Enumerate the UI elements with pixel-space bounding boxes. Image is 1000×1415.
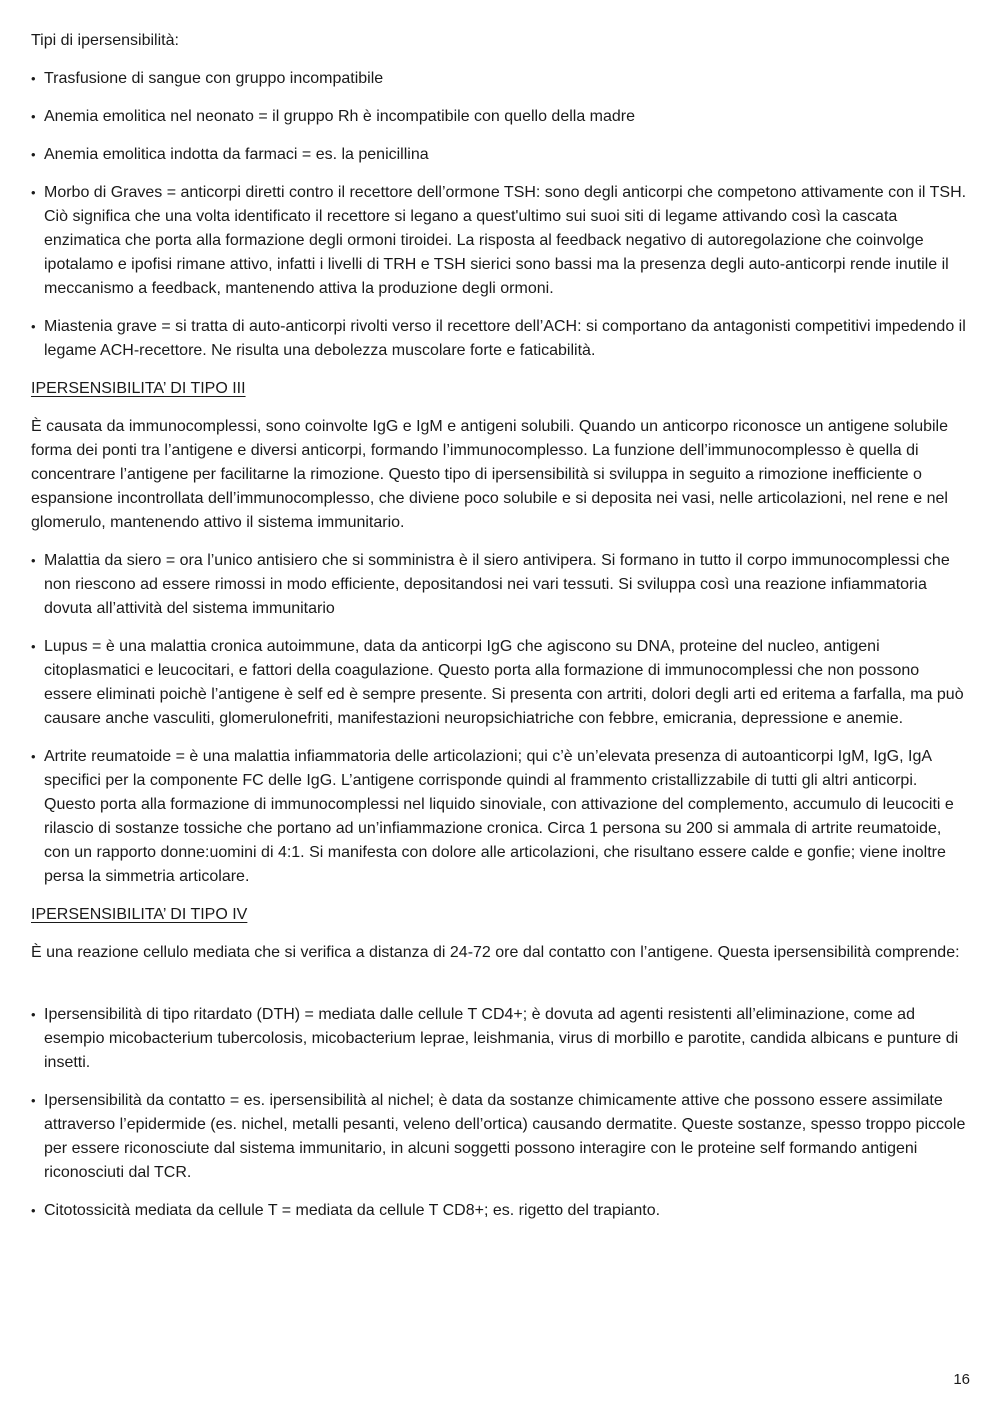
section-paragraph-type3: È causata da immunocomplessi, sono coinvolte IgG e IgM e antigeni solubili. Quando un anticorpo riconosce un antigene solubile forma dei ponti tra l’antigene e diversi anticorpi, formando l’immunocomplesso. La funzione dell’immunocomplesso è quella di concentrare l’antigene per facilitarne la rimozione. Questo tipo di ipersensibilità si sviluppa in seguito a rimozione inefficiente o espansione incontrollata dell’immunocomplesso, che diviene poco solubile e si deposita nei vasi, nelle articolazioni, nel rene e nel glomerulo, mantenendo attivo il sistema immunitario.	[31, 418, 948, 531]
list-item: • Citotossicità mediata da cellule T = mediata da cellule T CD8+; es. rigetto del trapianto.	[31, 1199, 971, 1223]
list-item: • Anemia emolitica indotta da farmaci = es. la penicillina	[31, 143, 971, 167]
list-item: • Trasfusione di sangue con gruppo incompatibile	[31, 67, 971, 91]
list-item: • Miastenia grave = si tratta di auto-anticorpi rivolti verso il recettore dell’ACH: si comportano da antagonisti competitivi impedendo il legame ACH-recettore. Ne risulta una debolezza muscolare forte e faticabilità.	[31, 315, 971, 363]
list-item: • Ipersensibilità di tipo ritardato (DTH) = mediata dalle cellule T CD4+; è dovuta ad agenti resistenti all’eliminazione, come ad esempio micobacterium tubercolosis, micobacterium leprae, leishmania, virus di morbillo e parotite, candida albicans e punture di insetti.	[31, 1003, 971, 1075]
list-item: • Anemia emolitica nel neonato = il gruppo Rh è incompatibile con quello della madre	[31, 105, 971, 129]
document-page	[31, 29, 971, 1237]
section-heading-type4: IPERSENSIBILITA’ DI TIPO IV	[31, 906, 248, 923]
intro-text: Tipi di ipersensibilità:	[31, 32, 179, 49]
list-item: • Ipersensibilità da contatto = es. ipersensibilità al nichel; è data da sostanze chimicamente attive che possono essere assimilate attraverso l’epidermide (es. nichel, metalli pesanti, veleno dell’ortica) causando dermatite. Queste sostanze, spesso troppo piccole per essere riconosciute dal sistema immunitario, in alcuni soggetti possono interagire con le proteine self formando antigeni riconosciuti dal TCR.	[31, 1089, 971, 1185]
list-item: • Artrite reumatoide = è una malattia infiammatoria delle articolazioni; qui c’è un’elevata presenza di autoanticorpi IgM, IgG, IgA specifici per la componente FC delle IgG. L’antigene corrisponde quindi al frammento cristallizzabile di tutti gli altri anticorpi. Questo porta alla formazione di immunocomplessi nel liquido sinoviale, con attivazione del complemento, accumulo di leucociti e rilascio di sostanze tossiche che portano ad un’infiammazione cronica. Circa 1 persona su 200 si ammala di artrite reumatoide, con un rapporto donne:uomini di 4:1. Si manifesta con dolore alle articolazioni, che risultano essere calde e gonfie; viene inoltre persa la simmetria articolare.	[31, 745, 971, 889]
section-heading-type3: IPERSENSIBILITA’ DI TIPO III	[31, 380, 246, 397]
list-item: • Malattia da siero = ora l’unico antisiero che si somministra è il siero antivipera. Si formano in tutto il corpo immunocomplessi che non riescono ad essere rimossi in modo efficiente, depositandosi nei vari tessuti. Si sviluppa così una reazione infiammatoria dovuta all’attività del sistema immunitario	[31, 549, 971, 621]
type2-list	[31, 67, 971, 363]
type3-list	[31, 549, 971, 889]
list-item: • Morbo di Graves = anticorpi diretti contro il recettore dell’ormone TSH: sono degli anticorpi che competono attivamente con il TSH. Ciò significa che una volta identificato il recettore si legano a quest'ultimo sui suoi siti di legame attivando così la cascata enzimatica che porta alla formazione degli ormoni tiroidei. La risposta al feedback negativo di autoregolazione che coinvolge ipotalamo e ipofisi rimane attivo, infatti i livelli di TRH e TSH sierici sono bassi ma la presenza degli auto-anticorpi rende inutile il meccanismo a feedback, mantenendo attiva la produzione degli ormoni.	[31, 181, 971, 301]
page-number: 16	[953, 1371, 970, 1388]
type4-list	[31, 1003, 971, 1223]
list-item: • Lupus = è una malattia cronica autoimmune, data da anticorpi IgG che agiscono su DNA, proteine del nucleo, antigeni citoplasmatici e leucocitari, e fattori della coagulazione. Questo porta alla formazione di immunocomplessi che non possono essere eliminati poichè l’antigene è self ed è sempre presente. Si presenta con artriti, dolori degli arti ed eritema a farfalla, ma può causare anche vasculiti, glomerulonefriti, manifestazioni neuropsichiatriche con febbre, emicrania, depressione e anemie.	[31, 635, 971, 731]
spacer	[31, 979, 971, 1003]
section-paragraph-type4: È una reazione cellulo mediata che si verifica a distanza di 24-72 ore dal contatto con l’antigene. Questa ipersensibilità comprende:	[31, 944, 960, 961]
